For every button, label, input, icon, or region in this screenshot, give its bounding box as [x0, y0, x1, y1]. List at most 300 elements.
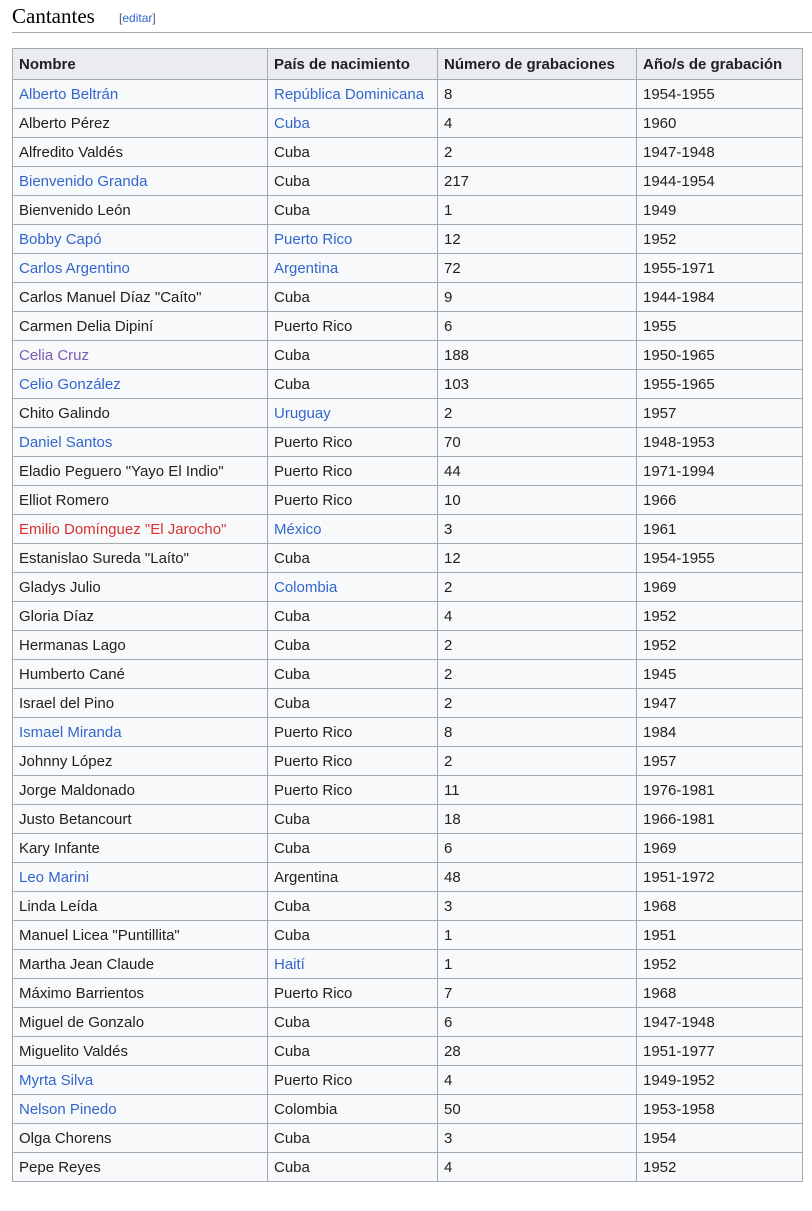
- recordings-text: 10: [444, 491, 461, 509]
- table-row: [13, 428, 803, 457]
- name-cell: [13, 834, 268, 863]
- name-cell: [13, 167, 268, 196]
- name-text: Alberto Pérez: [19, 114, 110, 132]
- name-cell: [13, 109, 268, 138]
- country-text: Puerto Rico: [274, 433, 353, 451]
- country-cell: [268, 399, 438, 428]
- years-text: 1954-1955: [643, 85, 715, 103]
- country-cell: [268, 544, 438, 573]
- name-text: Israel del Pino: [19, 694, 115, 712]
- name-text: Estanislao Sureda "Laíto": [19, 549, 189, 567]
- country-cell: [268, 718, 438, 747]
- name-text: Olga Chorens: [19, 1129, 112, 1147]
- years-cell: [637, 950, 803, 979]
- years-text: 1957: [643, 404, 677, 422]
- country-text: Cuba: [274, 1042, 310, 1060]
- recordings-text: 2: [444, 636, 453, 654]
- table-row: [13, 312, 803, 341]
- table-row: [13, 341, 803, 370]
- name-cell: [13, 1066, 268, 1095]
- table-row: [13, 1124, 803, 1153]
- name-link[interactable]: Myrta Silva: [19, 1071, 94, 1089]
- recordings-cell: [438, 544, 637, 573]
- recordings-cell: [438, 950, 637, 979]
- name-text: Bienvenido León: [19, 201, 131, 219]
- name-text: Kary Infante: [19, 839, 100, 857]
- table-row: [13, 660, 803, 689]
- edit-link[interactable]: editar: [122, 11, 153, 25]
- name-cell: [13, 544, 268, 573]
- recordings-text: 6: [444, 839, 453, 857]
- table-row: [13, 80, 803, 109]
- name-cell: [13, 602, 268, 631]
- country-cell: [268, 254, 438, 283]
- country-cell: [268, 225, 438, 254]
- country-cell: [268, 1008, 438, 1037]
- country-link[interactable]: Cuba: [274, 114, 310, 132]
- recordings-text: 50: [444, 1100, 461, 1118]
- recordings-text: 8: [444, 85, 453, 103]
- country-link[interactable]: Colombia: [274, 578, 338, 596]
- country-text: Cuba: [274, 549, 310, 567]
- recordings-cell: [438, 109, 637, 138]
- singers-table: [12, 48, 803, 1182]
- country-cell: [268, 950, 438, 979]
- recordings-text: 3: [444, 897, 453, 915]
- table-row: [13, 921, 803, 950]
- table-row: [13, 283, 803, 312]
- years-text: 1966: [643, 491, 677, 509]
- country-cell: [268, 138, 438, 167]
- years-text: 1969: [643, 578, 677, 596]
- recordings-cell: [438, 776, 637, 805]
- recordings-text: 3: [444, 1129, 453, 1147]
- country-text: Cuba: [274, 926, 310, 944]
- name-cell: [13, 921, 268, 950]
- country-text: Puerto Rico: [274, 317, 353, 335]
- years-cell: [637, 602, 803, 631]
- name-text: Gladys Julio: [19, 578, 101, 596]
- name-cell: [13, 950, 268, 979]
- years-text: 1969: [643, 839, 677, 857]
- recordings-cell: [438, 283, 637, 312]
- country-link[interactable]: Uruguay: [274, 404, 331, 422]
- table-row: [13, 370, 803, 399]
- table-row: [13, 892, 803, 921]
- recordings-text: 7: [444, 984, 453, 1002]
- recordings-cell: [438, 718, 637, 747]
- country-text: Cuba: [274, 1013, 310, 1031]
- recordings-cell: [438, 602, 637, 631]
- recordings-text: 6: [444, 1013, 453, 1031]
- name-cell: [13, 457, 268, 486]
- years-text: 1952: [643, 1158, 677, 1176]
- table-row: [13, 747, 803, 776]
- name-text: Linda Leída: [19, 897, 98, 915]
- years-cell: [637, 1095, 803, 1124]
- country-cell: [268, 109, 438, 138]
- header-recordings: Número de grabaciones: [438, 49, 637, 80]
- table-row: [13, 573, 803, 602]
- years-cell: [637, 718, 803, 747]
- table-row: [13, 254, 803, 283]
- years-cell: [637, 457, 803, 486]
- country-cell: [268, 370, 438, 399]
- name-cell: [13, 225, 268, 254]
- country-text: Puerto Rico: [274, 984, 353, 1002]
- country-cell: [268, 312, 438, 341]
- recordings-text: 70: [444, 433, 461, 451]
- name-cell: [13, 776, 268, 805]
- years-cell: [637, 1153, 803, 1182]
- country-link[interactable]: Argentina: [274, 259, 339, 277]
- table-row: [13, 631, 803, 660]
- country-text: Cuba: [274, 172, 310, 190]
- name-text: Johnny López: [19, 752, 113, 770]
- years-text: 1949: [643, 201, 677, 219]
- country-cell: [268, 1124, 438, 1153]
- table-row: [13, 602, 803, 631]
- country-cell: [268, 892, 438, 921]
- country-text: Cuba: [274, 897, 310, 915]
- table-row: [13, 1037, 803, 1066]
- country-text: Cuba: [274, 810, 310, 828]
- years-text: 1949-1952: [643, 1071, 715, 1089]
- years-cell: [637, 341, 803, 370]
- table-row: [13, 544, 803, 573]
- recordings-cell: [438, 1124, 637, 1153]
- country-link[interactable]: República Dominicana: [274, 85, 425, 103]
- recordings-cell: [438, 486, 637, 515]
- recordings-cell: [438, 515, 637, 544]
- recordings-text: 9: [444, 288, 453, 306]
- name-text: Elliot Romero: [19, 491, 110, 509]
- name-cell: [13, 283, 268, 312]
- years-text: 1951-1972: [643, 868, 715, 886]
- recordings-cell: [438, 747, 637, 776]
- name-link[interactable]: Ismael Miranda: [19, 723, 122, 741]
- recordings-text: 6: [444, 317, 453, 335]
- country-link[interactable]: Puerto Rico: [274, 230, 353, 248]
- name-text: Humberto Cané: [19, 665, 125, 683]
- header-country: País de nacimiento: [268, 49, 438, 80]
- edit-bracket-open: [: [119, 11, 123, 25]
- recordings-cell: [438, 631, 637, 660]
- country-cell: [268, 921, 438, 950]
- name-cell: [13, 747, 268, 776]
- years-text: 1968: [643, 984, 677, 1002]
- recordings-cell: [438, 225, 637, 254]
- years-text: 1952: [643, 636, 677, 654]
- country-cell: [268, 428, 438, 457]
- name-cell: [13, 486, 268, 515]
- recordings-cell: [438, 660, 637, 689]
- name-text: Chito Galindo: [19, 404, 110, 422]
- name-cell: [13, 80, 268, 109]
- country-text: Cuba: [274, 1129, 310, 1147]
- country-cell: [268, 573, 438, 602]
- recordings-text: 1: [444, 926, 453, 944]
- years-text: 1984: [643, 723, 677, 741]
- country-cell: [268, 660, 438, 689]
- recordings-text: 2: [444, 143, 453, 161]
- name-cell: [13, 863, 268, 892]
- name-link[interactable]: Nelson Pinedo: [19, 1100, 117, 1118]
- recordings-cell: [438, 834, 637, 863]
- country-cell: [268, 602, 438, 631]
- years-text: 1955-1971: [643, 259, 715, 277]
- years-cell: [637, 631, 803, 660]
- years-text: 1954: [643, 1129, 677, 1147]
- years-text: 1953-1958: [643, 1100, 715, 1118]
- name-cell: [13, 254, 268, 283]
- table-row: [13, 457, 803, 486]
- country-text: Cuba: [274, 839, 310, 857]
- name-link[interactable]: Alberto Beltrán: [19, 85, 119, 103]
- name-text: Miguel de Gonzalo: [19, 1013, 145, 1031]
- country-cell: [268, 805, 438, 834]
- years-cell: [637, 80, 803, 109]
- country-text: Cuba: [274, 375, 310, 393]
- country-text: Cuba: [274, 288, 310, 306]
- recordings-cell: [438, 1008, 637, 1037]
- years-cell: [637, 1124, 803, 1153]
- country-text: Puerto Rico: [274, 781, 353, 799]
- recordings-cell: [438, 1095, 637, 1124]
- years-cell: [637, 544, 803, 573]
- country-cell: [268, 747, 438, 776]
- name-text: Carlos Manuel Díaz "Caíto": [19, 288, 202, 306]
- years-cell: [637, 689, 803, 718]
- recordings-text: 103: [444, 375, 470, 393]
- table-body: [13, 80, 803, 1182]
- table-row: [13, 950, 803, 979]
- country-text: Cuba: [274, 607, 310, 625]
- country-text: Puerto Rico: [274, 462, 353, 480]
- country-cell: [268, 834, 438, 863]
- country-cell: [268, 167, 438, 196]
- recordings-text: 2: [444, 752, 453, 770]
- table-row: [13, 515, 803, 544]
- country-cell: [268, 341, 438, 370]
- years-text: 1955-1965: [643, 375, 715, 393]
- header-name: Nombre: [13, 49, 268, 80]
- name-cell: [13, 341, 268, 370]
- country-link[interactable]: Haití: [274, 955, 305, 973]
- name-text: Martha Jean Claude: [19, 955, 155, 973]
- name-text: Eladio Peguero "Yayo El Indio": [19, 462, 224, 480]
- table-row: [13, 718, 803, 747]
- country-text: Cuba: [274, 201, 310, 219]
- name-link[interactable]: Bobby Capó: [19, 230, 102, 248]
- name-text: Carmen Delia Dipiní: [19, 317, 154, 335]
- years-cell: [637, 486, 803, 515]
- name-link[interactable]: Celia Cruz: [19, 346, 90, 364]
- name-text: Justo Betancourt: [19, 810, 132, 828]
- recordings-text: 11: [444, 781, 460, 799]
- country-cell: [268, 515, 438, 544]
- name-cell: [13, 660, 268, 689]
- table-row: [13, 979, 803, 1008]
- country-cell: [268, 1095, 438, 1124]
- name-cell: [13, 515, 268, 544]
- table-row: [13, 1008, 803, 1037]
- country-text: Puerto Rico: [274, 491, 353, 509]
- recordings-cell: [438, 1153, 637, 1182]
- recordings-cell: [438, 80, 637, 109]
- recordings-text: 2: [444, 404, 453, 422]
- recordings-cell: [438, 863, 637, 892]
- recordings-text: 4: [444, 114, 453, 132]
- years-cell: [637, 399, 803, 428]
- name-text: Jorge Maldonado: [19, 781, 135, 799]
- years-cell: [637, 573, 803, 602]
- country-cell: [268, 486, 438, 515]
- name-cell: [13, 689, 268, 718]
- name-cell: [13, 196, 268, 225]
- years-text: 1951-1977: [643, 1042, 715, 1060]
- years-cell: [637, 921, 803, 950]
- country-cell: [268, 1153, 438, 1182]
- name-cell: [13, 805, 268, 834]
- years-text: 1952: [643, 955, 677, 973]
- years-text: 1971-1994: [643, 462, 715, 480]
- table-row: [13, 138, 803, 167]
- recordings-text: 3: [444, 520, 453, 538]
- country-cell: [268, 689, 438, 718]
- table-row: [13, 1095, 803, 1124]
- name-cell: [13, 399, 268, 428]
- country-text: Cuba: [274, 694, 310, 712]
- years-text: 1947-1948: [643, 143, 715, 161]
- name-text: Alfredito Valdés: [19, 143, 123, 161]
- edit-bracket-close: ]: [152, 11, 156, 25]
- header-years: Año/s de grabación: [637, 49, 803, 80]
- years-text: 1945: [643, 665, 677, 683]
- country-cell: [268, 863, 438, 892]
- recordings-cell: [438, 167, 637, 196]
- years-cell: [637, 312, 803, 341]
- country-cell: [268, 196, 438, 225]
- table-row: [13, 689, 803, 718]
- years-cell: [637, 370, 803, 399]
- country-text: Cuba: [274, 346, 310, 364]
- country-cell: [268, 1037, 438, 1066]
- years-cell: [637, 167, 803, 196]
- table-row: [13, 486, 803, 515]
- table-row: [13, 805, 803, 834]
- recordings-text: 4: [444, 1071, 453, 1089]
- recordings-cell: [438, 428, 637, 457]
- name-link[interactable]: Daniel Santos: [19, 433, 113, 451]
- recordings-text: 12: [444, 230, 461, 248]
- recordings-text: 2: [444, 665, 453, 683]
- years-cell: [637, 660, 803, 689]
- recordings-cell: [438, 1037, 637, 1066]
- years-cell: [637, 863, 803, 892]
- years-cell: [637, 1066, 803, 1095]
- recordings-cell: [438, 370, 637, 399]
- table-row: [13, 863, 803, 892]
- recordings-text: 217: [444, 172, 470, 190]
- years-cell: [637, 892, 803, 921]
- years-cell: [637, 1008, 803, 1037]
- recordings-text: 2: [444, 578, 453, 596]
- years-text: 1968: [643, 897, 677, 915]
- country-cell: [268, 283, 438, 312]
- years-cell: [637, 776, 803, 805]
- years-cell: [637, 515, 803, 544]
- years-cell: [637, 225, 803, 254]
- name-cell: [13, 312, 268, 341]
- country-text: Puerto Rico: [274, 723, 353, 741]
- country-cell: [268, 80, 438, 109]
- section-heading: [12, 0, 812, 33]
- name-link[interactable]: Leo Marini: [19, 868, 90, 886]
- country-cell: [268, 457, 438, 486]
- section-title: Cantantes: [12, 4, 95, 28]
- years-text: 1954-1955: [643, 549, 715, 567]
- recordings-text: 2: [444, 694, 453, 712]
- name-link[interactable]: Carlos Argentino: [19, 259, 130, 277]
- recordings-cell: [438, 341, 637, 370]
- country-cell: [268, 776, 438, 805]
- years-text: 1947-1948: [643, 1013, 715, 1031]
- recordings-text: 1: [444, 201, 453, 219]
- name-text: Gloria Díaz: [19, 607, 95, 625]
- name-cell: [13, 1008, 268, 1037]
- years-text: 1948-1953: [643, 433, 715, 451]
- table-row: [13, 1066, 803, 1095]
- recordings-cell: [438, 196, 637, 225]
- name-text: Pepe Reyes: [19, 1158, 101, 1176]
- recordings-text: 12: [444, 549, 461, 567]
- years-text: 1960: [643, 114, 677, 132]
- recordings-cell: [438, 457, 637, 486]
- recordings-cell: [438, 312, 637, 341]
- recordings-cell: [438, 399, 637, 428]
- recordings-text: 8: [444, 723, 453, 741]
- recordings-cell: [438, 805, 637, 834]
- table-row: [13, 1153, 803, 1182]
- table-row: [13, 167, 803, 196]
- recordings-cell: [438, 921, 637, 950]
- years-cell: [637, 138, 803, 167]
- name-link[interactable]: Celio González: [19, 375, 121, 393]
- name-cell: [13, 631, 268, 660]
- recordings-cell: [438, 254, 637, 283]
- name-link[interactable]: Bienvenido Granda: [19, 172, 148, 190]
- country-cell: [268, 979, 438, 1008]
- name-link[interactable]: Emilio Domínguez "El Jarocho": [19, 520, 227, 538]
- years-cell: [637, 834, 803, 863]
- years-text: 1976-1981: [643, 781, 715, 799]
- recordings-cell: [438, 573, 637, 602]
- country-link[interactable]: México: [274, 520, 322, 538]
- country-text: Puerto Rico: [274, 752, 353, 770]
- table-row: [13, 225, 803, 254]
- recordings-text: 4: [444, 1158, 453, 1176]
- years-cell: [637, 428, 803, 457]
- name-cell: [13, 1153, 268, 1182]
- years-text: 1955: [643, 317, 677, 335]
- years-cell: [637, 979, 803, 1008]
- years-text: 1944-1984: [643, 288, 715, 306]
- recordings-text: 18: [444, 810, 461, 828]
- name-cell: [13, 1095, 268, 1124]
- name-cell: [13, 573, 268, 602]
- table-header-row: [13, 49, 803, 80]
